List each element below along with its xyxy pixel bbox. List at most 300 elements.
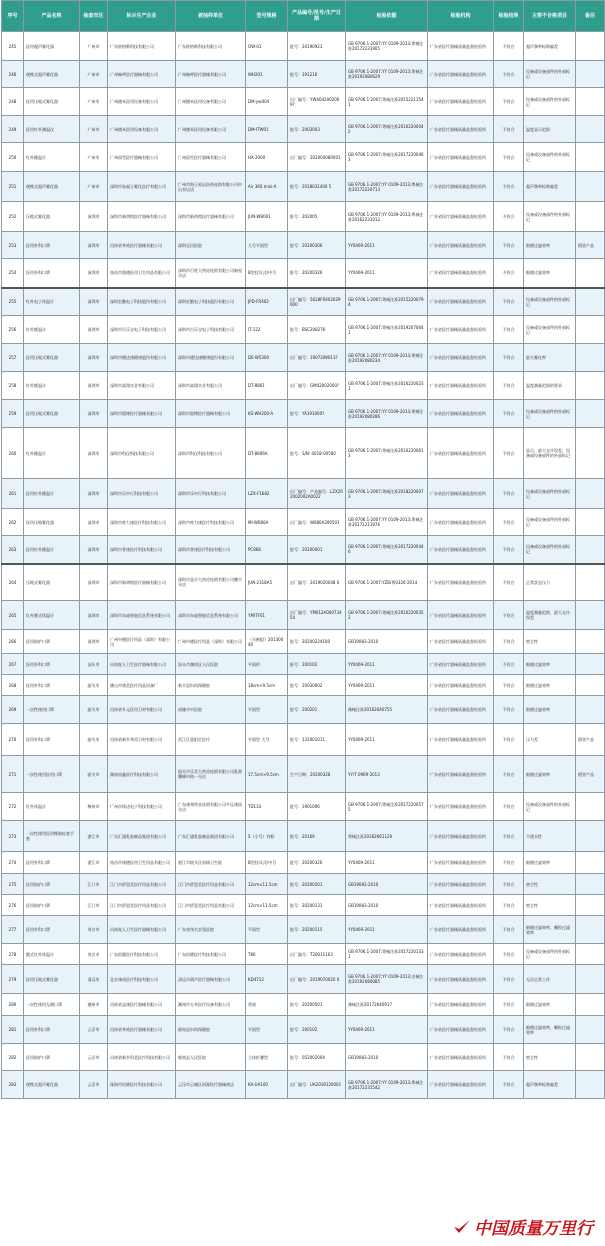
cell-city: 韶关市 [80, 724, 108, 756]
cell-sampled-unit: 深圳市科仪科技有限公司 [176, 428, 246, 479]
cell-model: PC868 [246, 536, 288, 564]
cell-result: 不符合 [494, 344, 524, 372]
cell-serial: 245 [2, 32, 24, 61]
cell-product-name: 医用外科口罩 [24, 232, 80, 259]
table-row [2, 724, 605, 756]
cell-serial: 257 [2, 344, 24, 372]
cell-serial: 253 [2, 232, 24, 259]
cell-standard: GB 9706.1-2007;粤械注准20162200231 [346, 372, 428, 400]
header-standard: 检验依据 [346, 1, 428, 32]
cell-serial: 265 [2, 601, 24, 630]
watermark-logo [449, 1213, 597, 1240]
cell-model: OW-01 [246, 32, 288, 61]
cell-product-name: 医用外科口罩 [24, 259, 80, 288]
table-row [2, 852, 605, 874]
cell-batch: 出厂编号：2019070020 0 [288, 965, 346, 994]
cell-sampled-unit: 广东康邦药业连锁有限公司平远康岚分店 [176, 793, 246, 821]
cell-city: 广州市 [80, 88, 108, 116]
cell-failed-item: 设备或设备部件的外部标记 [524, 944, 576, 965]
table-row [2, 696, 605, 724]
cell-sampled-unit: 深圳宝田医院 [176, 232, 246, 259]
cell-institution: 广东省医疗器械质量监督检验所 [428, 232, 494, 259]
cell-batch: 批号：20200501 [288, 994, 346, 1016]
table-row [2, 630, 605, 654]
cell-city: 清远市 [80, 965, 108, 994]
cell-failed-item: 细菌过滤效率 [524, 232, 576, 259]
cell-standard: 粤械注准20162661129 [346, 821, 428, 852]
cell-serial: 269 [2, 696, 24, 724]
table-row [2, 116, 605, 143]
cell-batch: 生产日期：20200328 [288, 756, 346, 793]
cell-failed-item: 正常状态压力 [524, 564, 576, 601]
cell-sampled-unit: 深圳宏勤电子科技股份有限公司 [176, 288, 246, 316]
cell-sampled-unit: 深圳市百姓大药房连锁有限公司新屋分店 [176, 259, 246, 288]
cell-sampled-unit: 深圳市益丰大药房连锁有限公司鹏兴分店 [176, 564, 246, 601]
cell-result: 不符合 [494, 852, 524, 874]
cell-result: 不符合 [494, 994, 524, 1016]
cell-city: 深圳市 [80, 316, 108, 344]
cell-batch: 批号：132001011 [288, 724, 346, 756]
cell-city: 深圳市 [80, 630, 108, 654]
cell-batch: 批号：202005 [288, 202, 346, 232]
cell-institution: 广东省医疗器械质量监督检验所 [428, 821, 494, 852]
cell-city: 汕头市 [80, 654, 108, 675]
header-remark: 备注 [576, 1, 605, 32]
cell-standard: GB 9706.1-2007;粤械注准20172201331 [346, 944, 428, 965]
cell-model: IT-122 [246, 316, 288, 344]
cell-remark [576, 509, 605, 536]
cell-manufacturer: 江门市侨恩美医疗用品有限公司 [108, 874, 176, 895]
cell-result: 不符合 [494, 536, 524, 564]
cell-result: 不符合 [494, 895, 524, 916]
cell-manufacturer: 广州中德医疗用品（深圳）有限公司 [108, 630, 176, 654]
cell-failed-item: 细菌过滤效率 [524, 852, 576, 874]
cell-product-name: 压缩式雾化器 [24, 202, 80, 232]
cell-serial: 252 [2, 202, 24, 232]
cell-failed-item: 密合性 [524, 874, 576, 895]
cell-result: 不符合 [494, 874, 524, 895]
cell-failed-item: 超声频率标称偏差 [524, 32, 576, 61]
cell-manufacturer: 河南驼人卫生医疗器械有限公司 [108, 916, 176, 944]
cell-product-name: 红外额温计 [24, 372, 80, 400]
cell-failed-item: 显示，最大允许误差，设备或设备部件的外部标记 [524, 428, 576, 479]
cell-sampled-unit: 深圳市新鸿镕医疗器械有限公司 [176, 202, 246, 232]
cell-manufacturer: 广东汇通乳胶制品集团有限公司 [108, 821, 176, 852]
cell-model: 常规 [246, 994, 288, 1016]
table-header-row [2, 1, 605, 32]
cell-product-name: 医用红外额温计 [24, 536, 80, 564]
cell-serial: 256 [2, 316, 24, 344]
cell-result: 不符合 [494, 232, 524, 259]
cell-remark [576, 601, 605, 630]
cell-remark [576, 288, 605, 316]
cell-sampled-unit: 广东欧格斯科技有限公司 [176, 32, 246, 61]
cell-city: 广州市 [80, 172, 108, 202]
cell-standard: GB 9706.1-2007;YY 0109-2013;京械注准20192080085 [346, 965, 428, 994]
table-row [2, 793, 605, 821]
cell-manufacturer: 深圳市百乐宝电子科技有限公司 [108, 316, 176, 344]
cell-batch: 批号：191216 [288, 61, 346, 88]
cell-city: 梅州市 [80, 793, 108, 821]
cell-model: KA-UA100 [246, 1071, 288, 1099]
cell-manufacturer: 江门市侨恩美医疗用品有限公司 [108, 895, 176, 916]
cell-model: B型挂耳式/中号 [246, 852, 288, 874]
cell-failed-item: 温度测量范围的要求 [524, 372, 576, 400]
cell-serial: 282 [2, 1044, 24, 1071]
cell-city: 深圳市 [80, 344, 108, 372]
cell-city: 深圳市 [80, 428, 108, 479]
cell-city: 广州市 [80, 143, 108, 172]
cell-institution: 广东省医疗器械质量监督检验所 [428, 724, 494, 756]
watermark-text: 中国质量万里行 [474, 1219, 593, 1239]
cell-product-name: 便携式超声雾化器 [24, 61, 80, 88]
cell-failed-item: 设备或设备部件的外部标记 [524, 202, 576, 232]
cell-serial: 274 [2, 852, 24, 874]
cell-model: Air 360 mini-A [246, 172, 288, 202]
cell-result: 不符合 [494, 61, 524, 88]
table-row [2, 895, 605, 916]
cell-batch: 批号：20200326 [288, 852, 346, 874]
cell-institution: 广东省医疗器械质量监督检验所 [428, 479, 494, 509]
cell-batch: 出厂编号：GM42002000? [288, 372, 346, 400]
cell-batch: 批号：20200131 [288, 895, 346, 916]
cell-city: 江门市 [80, 874, 108, 895]
cell-institution: 广东省医疗器械质量监督检验所 [428, 994, 494, 1016]
table-row [2, 1071, 605, 1099]
cell-result: 不符合 [494, 172, 524, 202]
cell-city: 深圳市 [80, 232, 108, 259]
cell-result: 不符合 [494, 965, 524, 994]
cell-failed-item: 密合性 [524, 630, 576, 654]
cell-institution: 广东省医疗器械质量监督检验所 [428, 916, 494, 944]
cell-manufacturer: 北京康成医疗科技有限公司 [108, 965, 176, 994]
cell-sampled-unit: 湛江市坡头区南调卫生院 [176, 852, 246, 874]
cell-batch: 批号：20200201 [288, 874, 346, 895]
cell-model: JUN-WB001 [246, 202, 288, 232]
cell-failed-item: 细菌过滤效率 [524, 654, 576, 675]
cell-failed-item: 压力差 [524, 724, 576, 756]
cell-failed-item: 设备或设备部件的外部标记 [524, 793, 576, 821]
cell-serial: 255 [2, 288, 24, 316]
cell-sampled-unit: 深圳市高翔实业有限公司 [176, 372, 246, 400]
cell-standard: YY/T 0969-2013 [346, 756, 428, 793]
cell-result: 不符合 [494, 372, 524, 400]
cell-institution: 广东省医疗器械质量监督检验所 [428, 116, 494, 143]
cell-manufacturer: 广州雨雪医疗器械有限公司 [108, 143, 176, 172]
cell-batch: 批号：052002004 [288, 1044, 346, 1071]
cell-failed-item: 设备或设备部件的外部标记 [524, 288, 576, 316]
cell-failed-item: 细菌过滤效率，颗粒过滤效率 [524, 916, 576, 944]
table-row [2, 143, 605, 172]
cell-serial: 246 [2, 61, 24, 88]
cell-sampled-unit: 清远市葫芦医疗器械有限公司 [176, 965, 246, 994]
cell-remark [576, 1071, 605, 1099]
cell-failed-item: 密合性 [524, 1044, 576, 1071]
cell-product-name: 一次性使用无菌口罩 [24, 994, 80, 1016]
cell-batch: 出厂编号：5628FR402029600 [288, 288, 346, 316]
cell-sampled-unit: 韶关市乐美大药房连锁有限公司乳源鹰峰中路一分店 [176, 756, 246, 793]
cell-serial: 264 [2, 564, 24, 601]
cell-model: 18cm×9.5cm [246, 675, 288, 696]
cell-sampled-unit: 深圳市百乐宝电子科技有限公司 [176, 316, 246, 344]
table-row [2, 916, 605, 944]
cell-institution: 广东省医疗器械质量监督检验所 [428, 259, 494, 288]
cell-result: 不符合 [494, 675, 524, 696]
table-row [2, 536, 605, 564]
cell-batch: 批号：2003003 [288, 116, 346, 143]
table-row [2, 756, 605, 793]
table-row [2, 821, 605, 852]
cell-remark [576, 793, 605, 821]
cell-product-name: 一次性使用医用口罩 [24, 756, 80, 793]
cell-failed-item: 温度测量范围，最大允许误差 [524, 601, 576, 630]
cell-remark [576, 1044, 605, 1071]
table-row [2, 1044, 605, 1071]
cell-failed-item: 超声频率标称偏差 [524, 1071, 576, 1099]
cell-batch: 批号：200102 [288, 654, 346, 675]
cell-batch: 批号：20190923 [288, 32, 346, 61]
cell-remark [576, 916, 605, 944]
cell-remark [576, 654, 605, 675]
cell-remark [576, 428, 605, 479]
cell-institution: 广东省医疗器械质量监督检验所 [428, 316, 494, 344]
cell-batch: 批号：2018031400 5 [288, 172, 346, 202]
cell-standard: YY0469-2011 [346, 654, 428, 675]
cell-serial: 279 [2, 965, 24, 994]
cell-model: 17.5cm×9.5cm [246, 756, 288, 793]
cell-result: 不符合 [494, 116, 524, 143]
cell-failed-item: 细菌过滤效率 [524, 259, 576, 288]
cell-batch: 出厂编号：W680A200501 [288, 509, 346, 536]
table-row [2, 316, 605, 344]
table-row [2, 564, 605, 601]
cell-institution: 广东省医疗器械质量监督检验所 [428, 965, 494, 994]
cell-manufacturer: 湖南南鑫医疗科技有限公司 [108, 756, 176, 793]
cell-sampled-unit: 深圳市乐中行科技有限公司 [176, 479, 246, 509]
header-institution: 检验机构 [428, 1, 494, 32]
cell-sampled-unit: 南雄市中医院 [176, 696, 246, 724]
cell-sampled-unit: 广东省茂名农垦医院 [176, 916, 246, 944]
cell-sampled-unit: 深圳市东迪智能信息系统有限公司 [176, 601, 246, 630]
cell-product-name: 红外额式体温计 [24, 601, 80, 630]
cell-city: 韶关市 [80, 675, 108, 696]
cell-product-name: 医用防护口罩 [24, 874, 80, 895]
inspection-results-table [1, 0, 605, 1099]
cell-city: 云浮市 [80, 1016, 108, 1044]
cell-model: DT-8861 [246, 372, 288, 400]
header-serial: 序号 [2, 1, 24, 32]
cell-manufacturer: 深圳市新鸿镕医疗器械有限公司 [108, 202, 176, 232]
cell-model: 平面型 大号 [246, 724, 288, 756]
cell-failed-item: 设备或设备部件的外部标记 [524, 479, 576, 509]
cell-model: KS-WH200-A [246, 400, 288, 428]
cell-remark [576, 874, 605, 895]
cell-batch: 出厂编号：T20011103 [288, 944, 346, 965]
table-row [2, 509, 605, 536]
cell-failed-item: 设备或设备部件的外部标记 [524, 400, 576, 428]
cell-model: JUN-2318A5 [246, 564, 288, 601]
cell-city: 深圳市 [80, 372, 108, 400]
cell-product-name: 红外体温计 [24, 793, 80, 821]
cell-result: 不符合 [494, 400, 524, 428]
cell-model: 大号平面型 [246, 232, 288, 259]
cell-result: 不符合 [494, 944, 524, 965]
cell-manufacturer: 珠海市倍健医疗科技有限公司 [108, 1071, 176, 1099]
cell-standard: GB19083-2010 [346, 895, 428, 916]
cell-institution: 广东省医疗器械质量监督检验所 [428, 852, 494, 874]
cell-serial: 261 [2, 479, 24, 509]
cell-institution: 广东省医疗器械质量监督检验所 [428, 1044, 494, 1071]
cell-serial: 258 [2, 372, 24, 400]
cell-remark [576, 994, 605, 1016]
cell-result: 不符合 [494, 601, 524, 630]
cell-result: 不符合 [494, 1044, 524, 1071]
cell-remark [576, 88, 605, 116]
cell-serial: 259 [2, 400, 24, 428]
cell-serial: 271 [2, 756, 24, 793]
table-row [2, 372, 605, 400]
cell-serial: 280 [2, 994, 24, 1016]
cell-result: 不符合 [494, 564, 524, 601]
cell-remark [576, 202, 605, 232]
cell-manufacturer: 河南省益康医疗器械有限公司 [108, 994, 176, 1016]
cell-standard: GB19083-2010 [346, 630, 428, 654]
cell-result: 不符合 [494, 288, 524, 316]
cell-institution: 广东省医疗器械质量监督检验所 [428, 61, 494, 88]
cell-remark [576, 536, 605, 564]
cell-city: 深圳市 [80, 259, 108, 288]
cell-city: 茂名市 [80, 916, 108, 944]
cell-result: 不符合 [494, 428, 524, 479]
cell-institution: 广东省医疗器械质量监督检验所 [428, 428, 494, 479]
cell-sampled-unit: 深圳市库力康医疗科技有限公司 [176, 509, 246, 536]
cell-sampled-unit: 广州畅呼医疗器械有限公司 [176, 61, 246, 88]
cell-standard: GB 9706.1-2007;YY 0109-2013;粤械注准20192080286 [346, 400, 428, 428]
cell-remark [576, 259, 605, 288]
cell-result: 不符合 [494, 630, 524, 654]
cell-failed-item: 设备或设备部件的外部标记 [524, 536, 576, 564]
header-model: 型号规格 [246, 1, 288, 32]
cell-manufacturer: 广州德米医用设备有限公司 [108, 88, 176, 116]
cell-city: 深圳市 [80, 400, 108, 428]
cell-result: 不符合 [494, 696, 524, 724]
cell-batch: 批号：20030602 [288, 675, 346, 696]
cell-failed-item: 设备或设备部件的外部标记 [524, 143, 576, 172]
cell-product-name: 红外额温计 [24, 428, 80, 479]
cell-standard: GB 9706.1-2007;YY 0109-2013;粤械注准20172220713 [346, 172, 428, 202]
cell-batch: 出厂编号：2019020048 0 [288, 564, 346, 601]
cell-model: T80 [246, 944, 288, 965]
cell-batch: 批号：20200001 [288, 536, 346, 564]
cell-product-name: 医用红外测温仪 [24, 116, 80, 143]
cell-remark [576, 316, 605, 344]
cell-standard: GB 9706.1-2007;粤械注准20162200613 [346, 428, 428, 479]
cell-institution: 广东省医疗器械质量监督检验所 [428, 509, 494, 536]
cell-product-name: 医用红外额温计 [24, 479, 80, 509]
cell-failed-item: 细菌过滤效率 [524, 696, 576, 724]
cell-standard: GB 9706.1-2007;YY 0109-2013;粤械注准20172231542 [346, 1071, 428, 1099]
cell-standard: 豫械注准20162640755 [346, 696, 428, 724]
cell-institution: 广东省医疗器械质量监督检验所 [428, 143, 494, 172]
cell-model: TD133 [246, 793, 288, 821]
cell-remark [576, 965, 605, 994]
cell-model: KD4712 [246, 965, 288, 994]
cell-standard: GB 9706.1-2007;粤械注准20172200463 [346, 143, 428, 172]
cell-serial: 249 [2, 116, 24, 143]
cell-sampled-unit: 郁南县妇幼保健院 [176, 1016, 246, 1044]
cell-manufacturer: 广东欧格斯科技有限公司 [108, 32, 176, 61]
cell-batch: 批号：1901006 [288, 793, 346, 821]
cell-failed-item: 无法正常工作 [524, 965, 576, 994]
header-result: 检验结果 [494, 1, 524, 32]
cell-institution: 广东省医疗器械质量监督检验所 [428, 88, 494, 116]
cell-model: 12cm×11.5cm [246, 895, 288, 916]
cell-serial: 281 [2, 1016, 24, 1044]
cell-institution: 广东省医疗器械质量监督检验所 [428, 1016, 494, 1044]
checkmark-logo-icon [453, 1219, 471, 1235]
cell-manufacturer: 南昌市康德医用卫生用品有限公司 [108, 852, 176, 874]
cell-city: 江门市 [80, 895, 108, 916]
cell-standard: GB 9706.1-2007;YY 0109-2013;粤械注准20162231012 [346, 202, 428, 232]
cell-serial: 251 [2, 172, 24, 202]
cell-serial: 275 [2, 874, 24, 895]
cell-remark [576, 895, 605, 916]
cell-sampled-unit: 广州德米医用设备有限公司 [176, 116, 246, 143]
cell-product-name: 红外电子体温计 [24, 288, 80, 316]
cell-city: 韶关市 [80, 756, 108, 793]
cell-remark [576, 372, 605, 400]
cell-result: 不符合 [494, 88, 524, 116]
cell-model: S（小号）有粉 [246, 821, 288, 852]
cell-standard: GB 9706.1-2007;粤械注准20162200042 [346, 116, 428, 143]
cell-institution: 广东省医疗器械质量监督检验所 [428, 601, 494, 630]
cell-sampled-unit: 江门市侨恩美医疗用品有限公司 [176, 874, 246, 895]
cell-serial: 276 [2, 895, 24, 916]
table-row [2, 32, 605, 61]
cell-model: （买断提）20130040 [246, 630, 288, 654]
cell-batch: 出厂编号：产品编号：LZX202002002A0022 [288, 479, 346, 509]
cell-institution: 广东省医疗器械质量监督检验所 [428, 288, 494, 316]
cell-remark: 假冒产品 [576, 232, 605, 259]
cell-batch: 批号：20200306 [288, 232, 346, 259]
cell-institution: 广东省医疗器械质量监督检验所 [428, 536, 494, 564]
cell-serial: 268 [2, 675, 24, 696]
cell-model: 平面型 [246, 1016, 288, 1044]
cell-model: DM-ITW01 [246, 116, 288, 143]
table-row [2, 654, 605, 675]
cell-model: DE-W5300 [246, 344, 288, 372]
cell-result: 不符合 [494, 143, 524, 172]
header-batch: 产品编号/批号/生产日期 [288, 1, 346, 32]
cell-product-name: 红外额温计 [24, 143, 80, 172]
table-row [2, 428, 605, 479]
cell-serial: 263 [2, 536, 24, 564]
cell-product-name: 医用外科口罩 [24, 1016, 80, 1044]
cell-manufacturer: 河南省新乡华西卫材有限公司 [108, 724, 176, 756]
cell-manufacturer: 广州德米医用设备有限公司 [108, 116, 176, 143]
cell-manufacturer: 深圳市高翔实业有限公司 [108, 372, 176, 400]
cell-sampled-unit: 深圳市奥博医疗器械有限公司 [176, 400, 246, 428]
cell-batch: 批号：200201 [288, 696, 346, 724]
cell-remark [576, 172, 605, 202]
table-row [2, 61, 605, 88]
cell-institution: 广东省医疗器械质量监督检验所 [428, 895, 494, 916]
cell-remark [576, 116, 605, 143]
cell-standard: GB 9706.1-2007;粤械注准20152211541 [346, 88, 428, 116]
header-product-name: 产品名称 [24, 1, 80, 32]
cell-sampled-unit: 广州雨雪医疗器械有限公司 [176, 143, 246, 172]
header-manufacturer: 标示生产企业 [108, 1, 176, 32]
